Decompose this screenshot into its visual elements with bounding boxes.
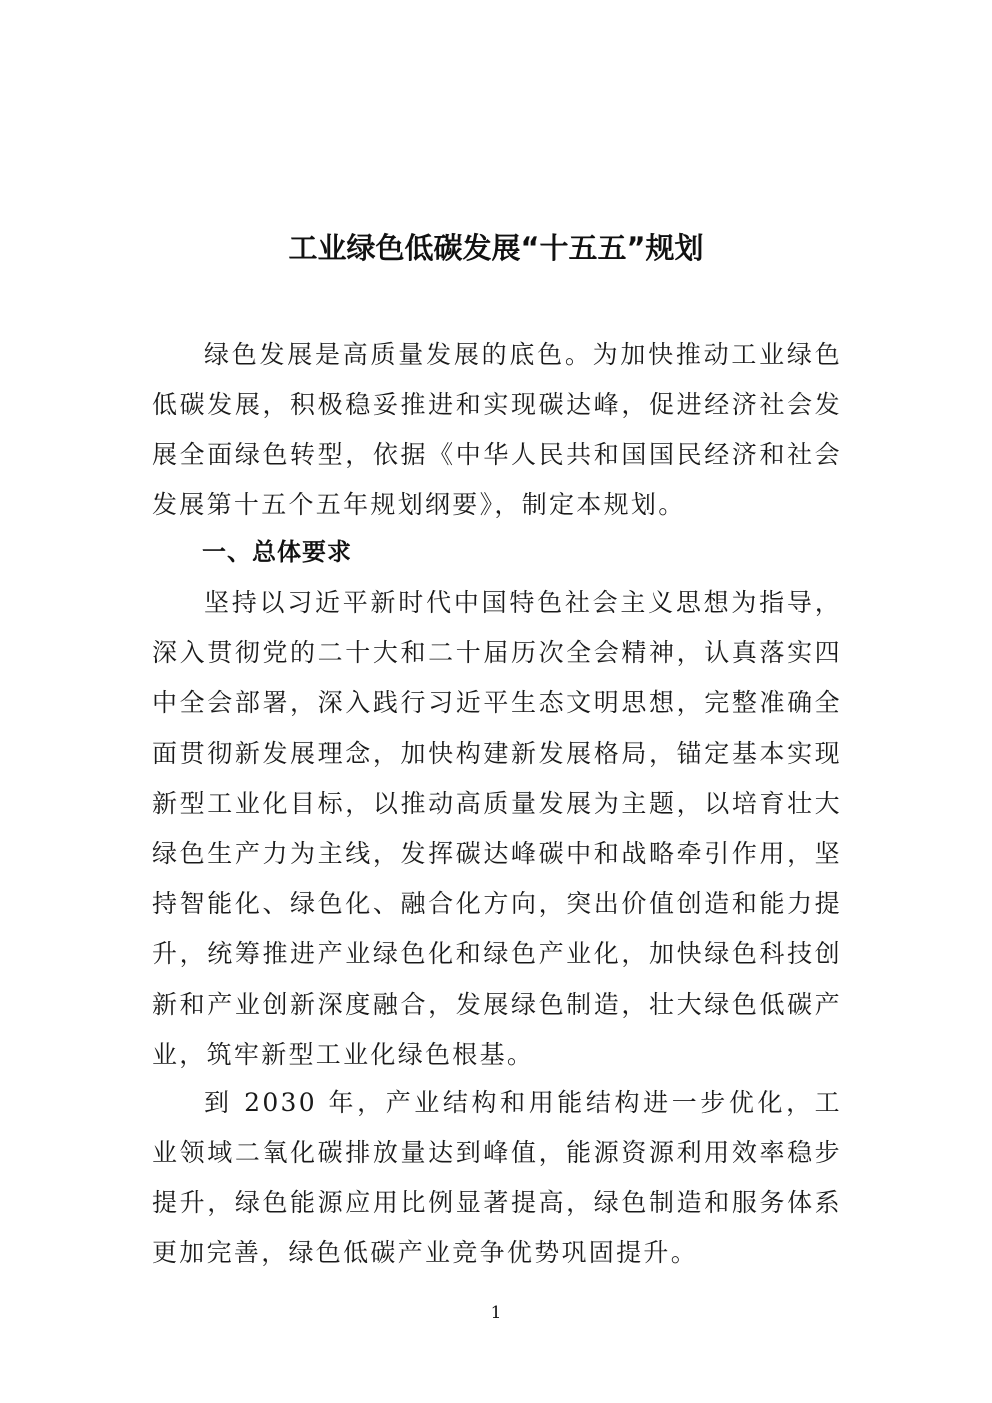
section-heading: 一、总体要求: [202, 538, 352, 566]
section-paragraph-guiding-principles: 坚持以习近平新时代中国特色社会主义思想为指导，深入贯彻党的二十大和二十届历次全会精神，认真落实四中全会部署，深入践行习近平生态文明思想，完整准确全面贯彻新发展理念，加快构建新发展格局，锚定基本实现新型工业化目标，以推动高质量发展为主题，以培育壮大绿色生产力为主线，发挥碳达峰碳中和战略牵引作用，坚持智能化、绿色化、融合化方向，突出价值创造和能力提升，统筹推进产业绿色化和绿色产业化，加快绿色科技创新和产业创新深度融合，发展绿色制造，壮大绿色低碳产业，筑牢新型工业化绿色根基。: [152, 588, 842, 1069]
page-number: 1: [490, 1303, 502, 1323]
section-paragraph-2030-goals: 到 2030 年，产业结构和用能结构进一步优化，工业领域二氧化碳排放量达到峰值，能源资源利用效率稳步提升，绿色能源应用比例显著提高，绿色制造和服务体系更加完善，绿色低碳产业竞争优势巩固提升。: [152, 1088, 842, 1267]
document-title: 工业绿色低碳发展“十五五”规划: [288, 231, 704, 265]
intro-paragraph: 绿色发展是高质量发展的底色。为加快推动工业绿色低碳发展，积极稳妥推进和实现碳达峰，促进经济社会发展全面绿色转型，依据《中华人民共和国国民经济和社会发展第十五个五年规划纲要》，制定本规划。: [152, 340, 842, 519]
